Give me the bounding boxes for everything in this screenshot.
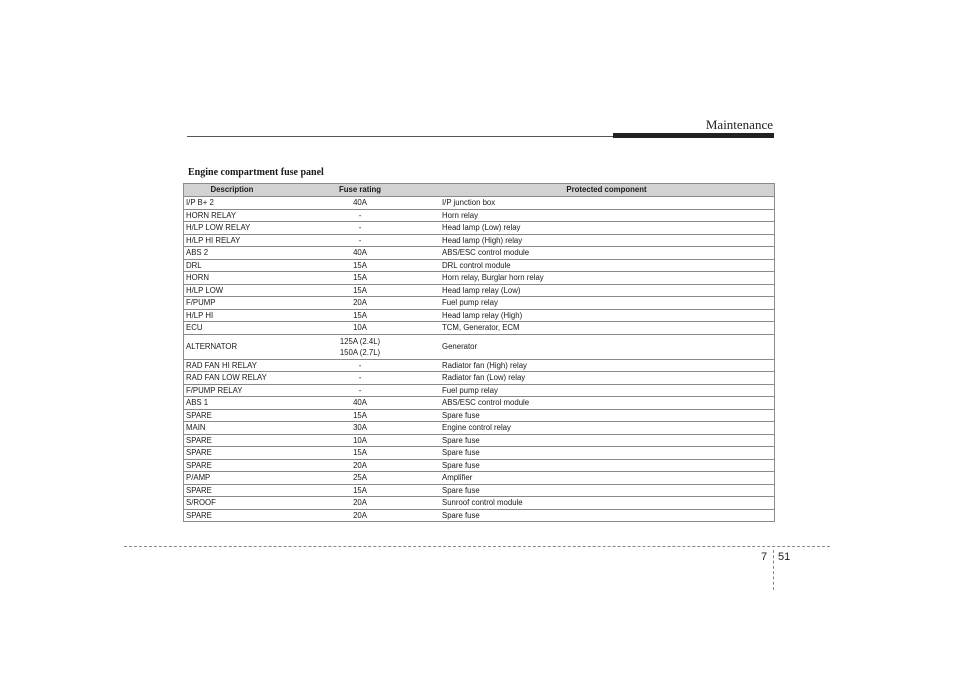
cell-description: SPARE	[183, 484, 281, 497]
table-row	[183, 234, 774, 247]
table-row	[183, 434, 774, 447]
cell-protected-component: Spare fuse	[439, 409, 774, 422]
cell-protected-component: I/P junction box	[439, 197, 774, 210]
cell-protected-component: ABS/ESC control module	[439, 247, 774, 260]
cell-fuse-rating: 40A	[281, 197, 439, 210]
chapter-number: 7	[761, 551, 768, 563]
section-title: Maintenance	[705, 117, 773, 132]
cell-description: F/PUMP	[183, 297, 281, 310]
cell-protected-component: Head lamp (Low) relay	[439, 222, 774, 235]
cell-protected-component: Generator	[439, 334, 774, 359]
table-row	[183, 472, 774, 485]
header-rule-accent	[613, 133, 774, 138]
cell-fuse-rating: -	[281, 209, 439, 222]
footer-dashed-divider	[773, 550, 774, 590]
table-header-row	[183, 184, 774, 197]
cell-fuse-rating: 20A	[281, 459, 439, 472]
table-row	[183, 497, 774, 510]
table-row	[183, 197, 774, 210]
table-row	[183, 247, 774, 260]
table-row	[183, 222, 774, 235]
cell-protected-component: ABS/ESC control module	[439, 397, 774, 410]
cell-description: ECU	[183, 322, 281, 335]
cell-fuse-rating: 10A	[281, 434, 439, 447]
table-row	[183, 422, 774, 435]
page-number: 51	[778, 551, 791, 563]
cell-description: F/PUMP RELAY	[183, 384, 281, 397]
cell-fuse-rating: 15A	[281, 284, 439, 297]
cell-description: SPARE	[183, 434, 281, 447]
cell-protected-component: Head lamp relay (Low)	[439, 284, 774, 297]
cell-fuse-rating: 15A	[281, 484, 439, 497]
table-row	[183, 272, 774, 285]
cell-fuse-rating: 20A	[281, 297, 439, 310]
table-row	[183, 309, 774, 322]
table-row	[183, 322, 774, 335]
cell-fuse-rating: 15A	[281, 309, 439, 322]
cell-fuse-rating: 40A	[281, 247, 439, 260]
footer-dashed-rule	[124, 546, 830, 547]
table-row	[183, 409, 774, 422]
cell-fuse-rating: 25A	[281, 472, 439, 485]
cell-description: SPARE	[183, 509, 281, 522]
cell-fuse-rating: 20A	[281, 509, 439, 522]
table-row	[183, 359, 774, 372]
table-row	[183, 397, 774, 410]
cell-description: DRL	[183, 259, 281, 272]
cell-fuse-rating-line: 150A (2.7L)	[339, 347, 381, 357]
table-row	[183, 372, 774, 385]
cell-protected-component: Spare fuse	[439, 447, 774, 460]
table-row	[183, 297, 774, 310]
cell-protected-component: Horn relay, Burglar horn relay	[439, 272, 774, 285]
cell-description: P/AMP	[183, 472, 281, 485]
cell-description: H/LP HI RELAY	[183, 234, 281, 247]
cell-protected-component: Radiator fan (Low) relay	[439, 372, 774, 385]
cell-protected-component: Horn relay	[439, 209, 774, 222]
cell-protected-component: Radiator fan (High) relay	[439, 359, 774, 372]
cell-protected-component: Fuel pump relay	[439, 384, 774, 397]
cell-fuse-rating: 20A	[281, 497, 439, 510]
header-rule	[187, 136, 615, 137]
cell-fuse-rating	[281, 334, 439, 359]
table-row	[183, 209, 774, 222]
cell-fuse-rating: 15A	[281, 409, 439, 422]
cell-fuse-rating: -	[281, 222, 439, 235]
cell-description: HORN	[183, 272, 281, 285]
column-header-fuse-rating: Fuse rating	[281, 184, 439, 197]
cell-protected-component: DRL control module	[439, 259, 774, 272]
table-row	[183, 447, 774, 460]
cell-description: H/LP LOW RELAY	[183, 222, 281, 235]
cell-description: ALTERNATOR	[183, 334, 281, 359]
column-header-protected-component: Protected component	[439, 184, 774, 197]
table-row	[183, 384, 774, 397]
cell-description: S/ROOF	[183, 497, 281, 510]
cell-protected-component: Spare fuse	[439, 484, 774, 497]
cell-protected-component: Spare fuse	[439, 434, 774, 447]
table-row	[183, 509, 774, 522]
cell-fuse-rating: 30A	[281, 422, 439, 435]
column-header-description: Description	[183, 184, 281, 197]
cell-protected-component: Fuel pump relay	[439, 297, 774, 310]
cell-fuse-rating: 15A	[281, 259, 439, 272]
cell-description: SPARE	[183, 409, 281, 422]
cell-fuse-rating: -	[281, 359, 439, 372]
cell-protected-component: Head lamp relay (High)	[439, 309, 774, 322]
cell-protected-component: Amplifier	[439, 472, 774, 485]
cell-description: H/LP LOW	[183, 284, 281, 297]
cell-protected-component: Engine control relay	[439, 422, 774, 435]
cell-protected-component: Spare fuse	[439, 459, 774, 472]
cell-description: SPARE	[183, 447, 281, 460]
cell-protected-component: Head lamp (High) relay	[439, 234, 774, 247]
cell-protected-component: Sunroof control module	[439, 497, 774, 510]
cell-description: ABS 1	[183, 397, 281, 410]
cell-description: H/LP HI	[183, 309, 281, 322]
cell-protected-component: TCM, Generator, ECM	[439, 322, 774, 335]
cell-description: RAD FAN HI RELAY	[183, 359, 281, 372]
cell-fuse-rating: 10A	[281, 322, 439, 335]
fuse-table	[183, 183, 774, 522]
table-row	[183, 334, 774, 359]
cell-description: MAIN	[183, 422, 281, 435]
table-row	[183, 259, 774, 272]
cell-fuse-rating: -	[281, 234, 439, 247]
cell-fuse-rating: 15A	[281, 447, 439, 460]
table-row	[183, 484, 774, 497]
cell-fuse-rating: -	[281, 372, 439, 385]
cell-description: ABS 2	[183, 247, 281, 260]
cell-description: I/P B+ 2	[183, 197, 281, 210]
cell-fuse-rating: 40A	[281, 397, 439, 410]
cell-description: SPARE	[183, 459, 281, 472]
cell-protected-component: Spare fuse	[439, 509, 774, 522]
cell-fuse-rating-line: 125A (2.4L)	[339, 336, 381, 346]
table-title: Engine compartment fuse panel	[188, 167, 324, 178]
table-row	[183, 459, 774, 472]
cell-fuse-rating: -	[281, 384, 439, 397]
table-row	[183, 284, 774, 297]
table-body	[183, 197, 774, 522]
cell-fuse-rating: 15A	[281, 272, 439, 285]
cell-description: RAD FAN LOW RELAY	[183, 372, 281, 385]
cell-description: HORN RELAY	[183, 209, 281, 222]
